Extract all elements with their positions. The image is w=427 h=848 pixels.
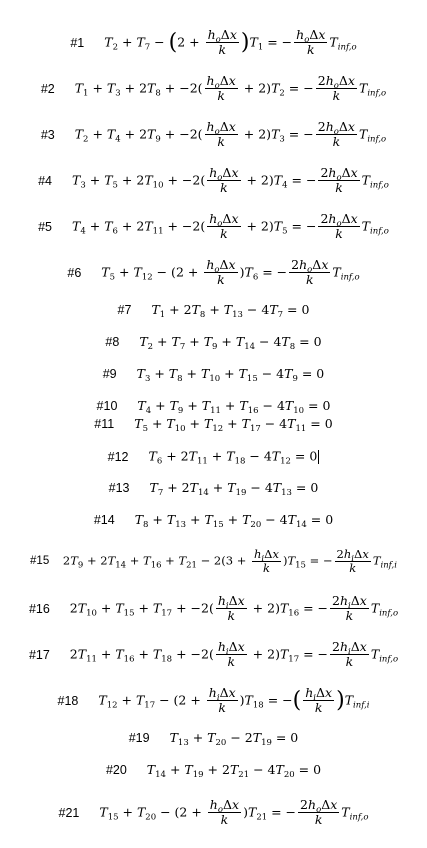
equation-body: $T_{14} + T_{19} + 2T_{21} - 4T_{20} = 0$ (146, 762, 322, 781)
equation-label: #18 (57, 693, 79, 708)
equation-10 (0, 398, 427, 417)
equation-body: $T_2 + T_7 + T_9 + T_{14} - 4T_8 = 0$ (139, 334, 322, 353)
equation-label: #20 (105, 763, 127, 778)
equation-body: $2T_{10} + T_{15} + T_{17} + -2$( $\frac{h_i\Delta x}{k}$ + $2)T_{16}$ = − $\frac{2h_i\Delta x}{k}$ $T_{inf,o}$ (69, 593, 399, 624)
equation-15 (0, 548, 427, 575)
equation-label: #10 (96, 399, 118, 414)
equation-8 (0, 334, 427, 353)
equation-label: #21 (58, 805, 80, 820)
equation-label: #11 (94, 417, 115, 432)
equation-body: $T_{15} + T_{20} - (2$ + $\frac{h_o\Delta x}{k}$ )$T_{21}$ = − $\frac{2h_o\Delta x}{k}$ $T_{inf,o}$ (99, 797, 369, 828)
equation-4 (0, 166, 427, 196)
equation-body: $T_4 + T_9 + T_{11} + T_{16} - 4T_{10} = 0$ (137, 398, 331, 417)
equation-20 (0, 762, 427, 781)
equation-body: $T_1 + 2T_8 + T_{13} - 4T_7 = 0$ (151, 302, 310, 321)
equation-1 (0, 28, 427, 58)
equation-label: #16 (28, 601, 50, 616)
equation-19 (0, 730, 427, 749)
equation-body: $T_2 + T_4 + 2T_9 + -2$( $\frac{h_o\Delta x}{k}$ + $2)T_3$ = − $\frac{2h_o\Delta x}{k}$ $T_{inf,o}$ (74, 119, 387, 150)
equation-body: $T_{13} + T_{20} - 2T_{19} = 0$ (169, 730, 299, 749)
equation-21 (0, 798, 427, 828)
text-cursor (318, 450, 319, 464)
equation-label: #17 (28, 647, 50, 662)
equation-label: #12 (107, 449, 129, 464)
equation-label: #9 (102, 367, 117, 382)
equation-7 (0, 302, 427, 321)
equation-body: $T_4 + T_6 + 2T_{11} + -2$( $\frac{h_o\Delta x}{k}$ + $2)T_5$ = − $\frac{2h_o\Delta x}{k}$ $T_{inf,o}$ (72, 211, 389, 242)
equation-body: $T_{12} + T_{17} - (2$ + $\frac{h_i\Delta x}{k}$ )$T_{18}$ = −( $\frac{h_i\Delta x}{k}$ )$T_{inf,i}$ (98, 685, 370, 716)
equation-body: $T_1 + T_3 + 2T_8 + -2$( $\frac{h_o\Delta x}{k}$ + $2)T_2$ = − $\frac{2h_o\Delta x}{k}$ $T_{inf,o}$ (74, 73, 387, 104)
equation-body: $2T_9 + 2T_{14} + T_{16} + T_{21} - 2(3$ + $\frac{h_i\Delta x}{k}$ )$T_{15}$ = − $\frac{2h_i\Delta x}{k}$ $T_{inf,i}$ (62, 547, 397, 576)
equation-label: #4 (38, 173, 53, 188)
equation-label: #1 (70, 35, 85, 50)
equation-label: #6 (67, 265, 82, 280)
equation-2 (0, 74, 427, 104)
equation-body: $T_5 + T_{12} - (2$ + $\frac{h_o\Delta x}{k}$ )$T_6$ = − $\frac{2h_o\Delta x}{k}$ $T_{inf,o}$ (101, 257, 360, 288)
equation-label: #3 (40, 127, 55, 142)
equation-label: #2 (40, 81, 55, 96)
equation-body: $T_6 + 2T_{11} + T_{18} - 4T_{12} = 0$ (148, 448, 318, 467)
equation-body: $2T_{11} + T_{16} + T_{18} + -2$( $\frac{h_i\Delta x}{k}$ + $2)T_{17}$ = − $\frac{2h_i\Delta x}{k}$ $T_{inf,o}$ (69, 639, 399, 670)
equation-5 (0, 212, 427, 242)
equation-label: #7 (117, 303, 132, 318)
equation-body: $T_7 + 2T_{14} + T_{19} - 4T_{13} = 0$ (149, 480, 319, 499)
equation-label: #15 (30, 554, 50, 567)
equation-label: #5 (38, 219, 53, 234)
equation-6 (0, 258, 427, 288)
equation-body: $T_3 + T_8 + T_{10} + T_{15} - 4T_9 = 0$ (136, 366, 325, 385)
equation-body: $T_8 + T_{13} + T_{15} + T_{20} - 4T_{14} = 0$ (134, 512, 334, 531)
equation-12 (0, 448, 427, 467)
equation-17 (0, 640, 427, 670)
equation-body: $T_3 + T_5 + 2T_{10} + -2$( $\frac{h_o\Delta x}{k}$ + $2)T_4$ = − $\frac{2h_o\Delta x}{k}$ $T_{inf,o}$ (72, 165, 389, 196)
equation-label: #13 (108, 481, 130, 496)
equation-11 (0, 416, 427, 435)
equation-9 (0, 366, 427, 385)
equation-14 (0, 512, 427, 531)
equation-3 (0, 120, 427, 150)
equation-label: #14 (93, 513, 115, 528)
equation-label: #8 (105, 335, 120, 350)
equation-body: $T_5 + T_{10} + T_{12} + T_{17} - 4T_{11} = 0$ (134, 416, 333, 435)
equation-18 (0, 686, 427, 716)
equation-label: #19 (128, 731, 150, 746)
equation-13 (0, 480, 427, 499)
equation-16 (0, 594, 427, 624)
equation-body: $T_2 + T_7 - (2$ + $\frac{h_o\Delta x}{k}$ )$T_1$ = − $\frac{h_o\Delta x}{k}$ $T_{inf,o}$ (104, 27, 357, 58)
